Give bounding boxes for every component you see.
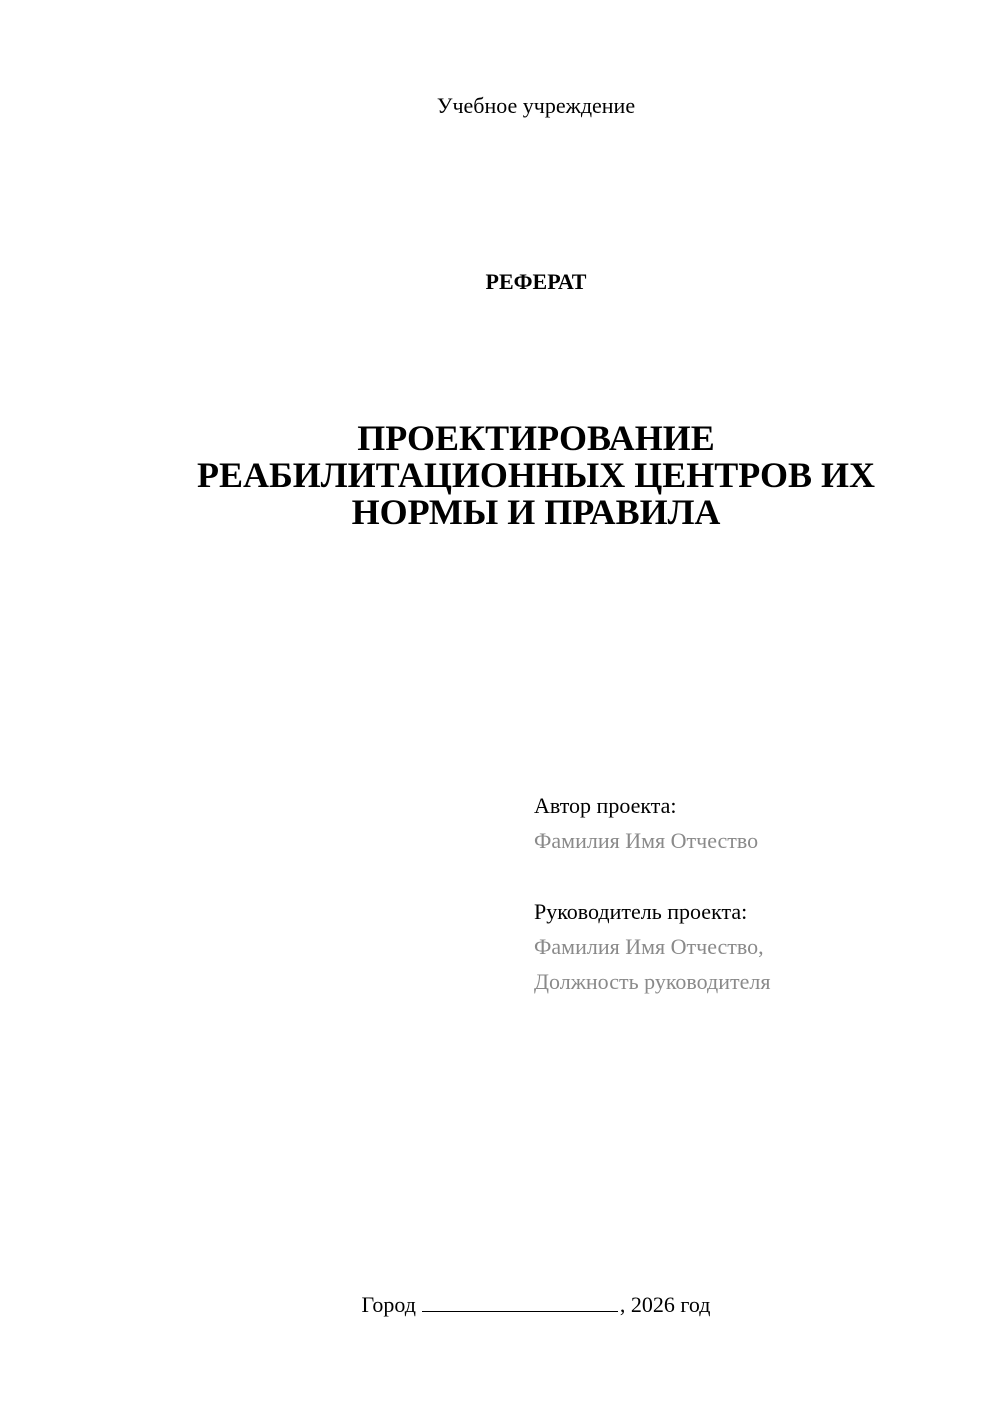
author-label: Автор проекта: <box>534 793 677 818</box>
city-label: Город <box>361 1292 416 1317</box>
supervisor-label: Руководитель проекта: <box>534 899 748 924</box>
footer-city-year <box>0 1290 1000 1320</box>
year-text: , 2026 год <box>619 1292 711 1317</box>
author-name: Фамилия Имя Отчество <box>534 828 759 853</box>
document-type: РЕФЕРАТ <box>485 269 587 294</box>
title-line: НОРМЫ И ПРАВИЛА <box>351 492 721 532</box>
title-line: РЕАБИЛИТАЦИОННЫХ ЦЕНТРОВ ИХ <box>196 455 876 495</box>
title-line: ПРОЕКТИРОВАНИЕ <box>357 418 715 458</box>
city-blank-line <box>422 1292 618 1312</box>
project-info <box>534 788 770 999</box>
institution-name: Учебное учреждение <box>436 93 636 118</box>
supervisor-position: Должность руководителя <box>534 969 771 994</box>
supervisor-name: Фамилия Имя Отчество, <box>534 934 764 959</box>
document-title <box>0 420 1000 531</box>
